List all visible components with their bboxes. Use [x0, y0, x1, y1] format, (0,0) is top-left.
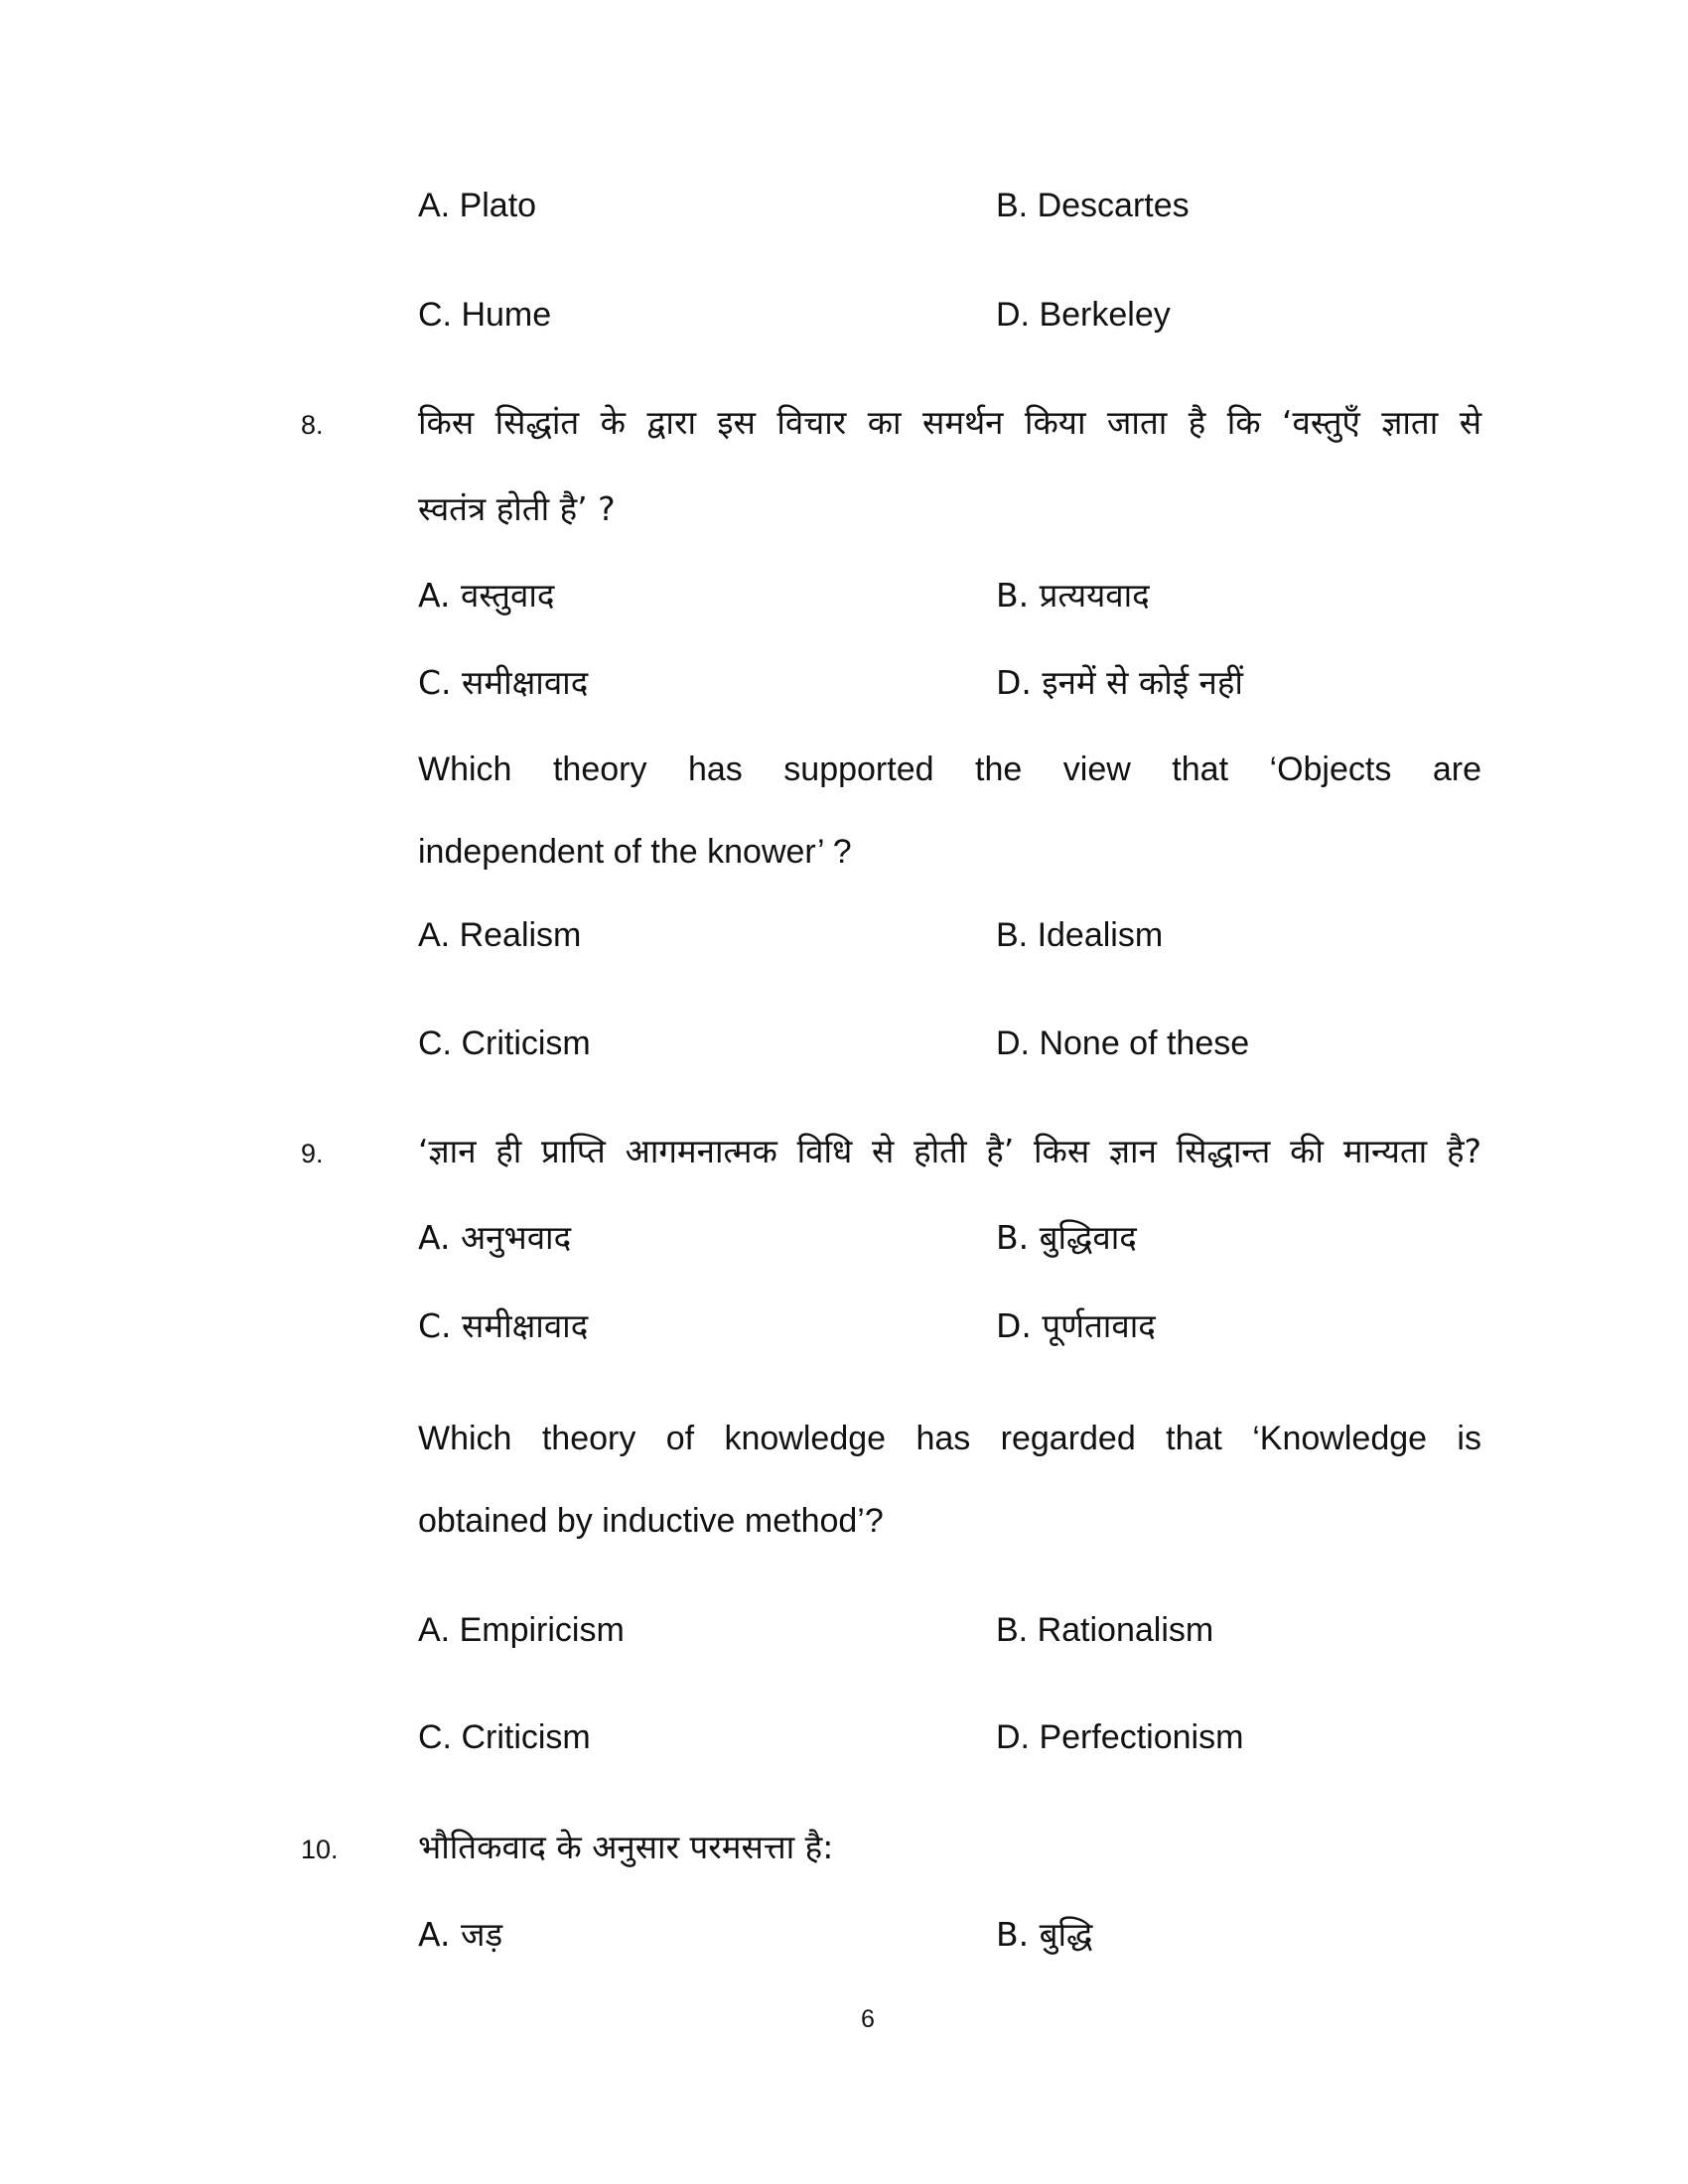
q8-hindi-option-a: A. वस्तुवाद — [418, 576, 555, 614]
q8-hindi-question-line2: स्वतंत्र होती है’ ? — [418, 489, 616, 528]
q7-option-d: D. Berkeley — [996, 296, 1171, 334]
q8-hindi-question-line1: किस सिद्धांत के द्वारा इस विचार का समर्थन किया जाता है कि ‘वस्तुएँ ज्ञाता से — [418, 403, 1481, 442]
q7-option-b: B. Descartes — [996, 187, 1190, 224]
page-number: 6 — [861, 2005, 875, 2033]
q10-hindi-question: भौतिकवाद के अनुसार परमसत्ता है: — [418, 1828, 834, 1866]
q9-hindi-option-c: C. समीक्षावाद — [418, 1306, 589, 1345]
q8-english-option-c: C. Criticism — [418, 1024, 591, 1062]
q10-number: 10. — [301, 1835, 339, 1864]
q8-english-question-line2: independent of the knower’ ? — [418, 833, 852, 871]
q8-number: 8. — [301, 410, 324, 440]
q8-english-option-a: A. Realism — [418, 916, 582, 954]
q9-hindi-question: ‘ज्ञान ही प्राप्ति आगमनात्मक विधि से होती है’ किस ज्ञान सिद्धान्त की मान्यता है? — [418, 1132, 1481, 1170]
q9-english-question-line2: obtained by inductive method’? — [418, 1502, 884, 1540]
q9-english-question-line1: Which theory of knowledge has regarded that ‘Knowledge is — [418, 1420, 1481, 1457]
q9-hindi-option-b: B. बुद्धिवाद — [996, 1218, 1137, 1257]
q9-hindi-option-a: A. अनुभवाद — [418, 1218, 572, 1257]
q10-hindi-option-a: A. जड़ — [418, 1915, 503, 1954]
q8-english-question-line1: Which theory has supported the view that ‘Objects are — [418, 751, 1481, 788]
q8-english-option-d: D. None of these — [996, 1024, 1250, 1062]
q7-option-a: A. Plato — [418, 187, 537, 224]
q9-hindi-option-d: D. पूर्णतावाद — [996, 1306, 1156, 1345]
q9-english-option-d: D. Perfectionism — [996, 1718, 1244, 1756]
q8-hindi-option-d: D. इनमें से कोई नहीं — [996, 663, 1243, 702]
q9-english-option-a: A. Empiricism — [418, 1611, 625, 1649]
q8-hindi-option-b: B. प्रत्ययवाद — [996, 576, 1150, 614]
q8-english-option-b: B. Idealism — [996, 916, 1164, 954]
q8-hindi-option-c: C. समीक्षावाद — [418, 663, 589, 702]
q9-english-option-b: B. Rationalism — [996, 1611, 1214, 1649]
q7-option-c: C. Hume — [418, 296, 552, 334]
q9-number: 9. — [301, 1139, 324, 1168]
q9-english-option-c: C. Criticism — [418, 1718, 591, 1756]
q10-hindi-option-b: B. बुद्धि — [996, 1915, 1093, 1954]
